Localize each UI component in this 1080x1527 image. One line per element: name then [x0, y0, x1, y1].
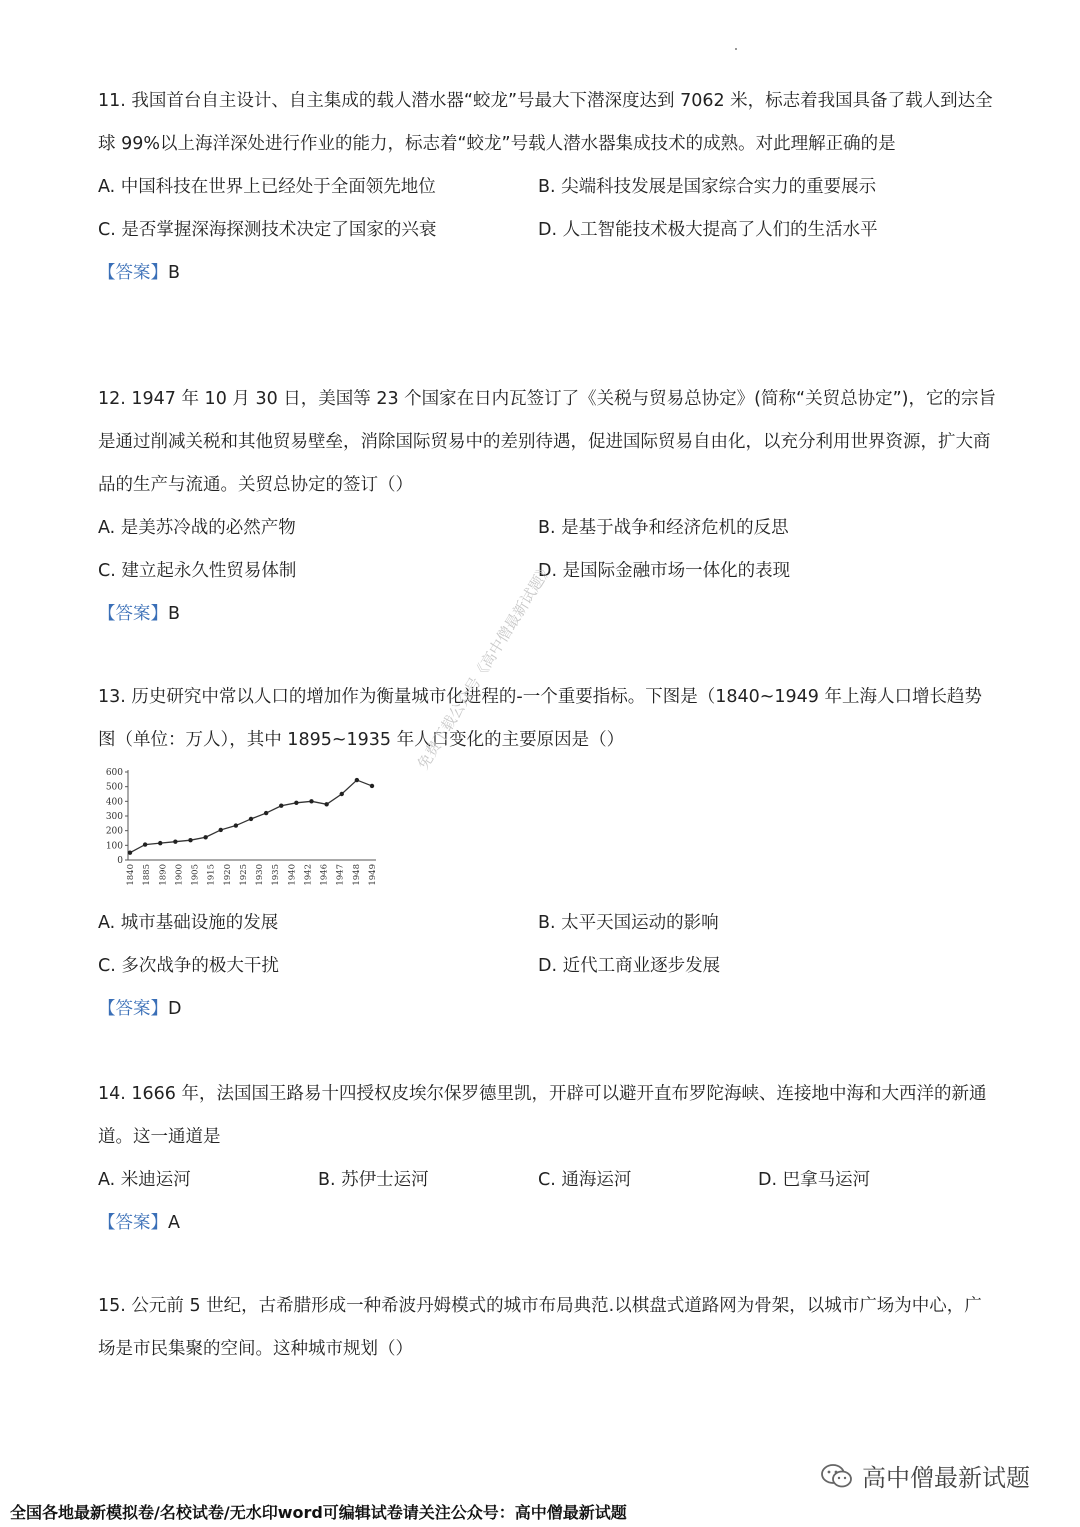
option-d: D. 人工智能技术极大提高了人们的生活水平 — [538, 220, 878, 240]
data-point — [279, 804, 283, 808]
x-tick-label: 1942 — [303, 864, 314, 886]
option-c: C. 建立起永久性贸易体制 — [98, 561, 297, 581]
footer-note: 全国各地最新模拟卷/名校试卷/无水印word可编辑试卷请关注公众号：高中僧最新试题 — [10, 1503, 627, 1522]
data-point — [173, 839, 177, 843]
x-tick-label: 1920 — [222, 864, 233, 886]
option-d: D. 巴拿马运河 — [758, 1170, 871, 1190]
y-tick-label: 400 — [105, 797, 123, 808]
x-tick-label: 1946 — [319, 864, 330, 886]
data-point — [355, 778, 359, 782]
answer-value: D — [168, 999, 182, 1019]
data-point — [158, 841, 162, 845]
data-point — [309, 799, 313, 803]
data-point — [188, 838, 192, 842]
question-stem: 11. 我国首台自主设计、自主集成的载人潜水器“蛟龙”号最大下潜深度达到 7062 米，标志着我国具备了载人到达全球 99%以上海洋深处进行作业的能力，标志着“蛟龙”号载人潜水器集成技术的成熟。对此理解正确的是 — [98, 91, 993, 154]
y-tick-label: 300 — [105, 812, 123, 822]
question-stem: 15. 公元前 5 世纪，古希腊形成一种希波丹姆模式的城市布局典范.以棋盘式道路网为骨架，以城市广场为中心，广场是市民集聚的空间。这种城市规划（） — [98, 1296, 982, 1359]
data-point — [340, 792, 344, 796]
data-point — [234, 823, 238, 827]
question-15 — [98, 1285, 998, 1371]
y-tick-label: 500 — [105, 782, 123, 793]
x-tick-label: 1935 — [271, 864, 282, 886]
data-point — [264, 811, 268, 815]
option-b: B. 太平天国运动的影响 — [538, 913, 719, 933]
data-point — [294, 801, 298, 805]
x-tick-label: 1948 — [351, 864, 362, 886]
y-tick-label: 200 — [105, 826, 123, 837]
y-tick-label: 100 — [105, 841, 123, 852]
watermark: 免费下载公众号《高中僧最新试题》 — [413, 559, 557, 773]
answer-value: A — [168, 1213, 180, 1233]
x-tick-label: 1940 — [287, 864, 298, 886]
y-tick-label: 0 — [117, 856, 123, 866]
data-point — [128, 850, 132, 854]
option-b: B. 是基于战争和经济危机的反思 — [538, 518, 789, 538]
answer-line — [98, 1202, 998, 1245]
answer-line — [98, 988, 998, 1031]
brand-mark — [820, 1458, 1030, 1493]
wechat-icon — [820, 1462, 854, 1490]
option-a: A. 城市基础设施的发展 — [98, 913, 279, 933]
x-tick-label: 1949 — [368, 864, 378, 886]
option-c: C. 通海运河 — [538, 1170, 632, 1190]
population-chart — [100, 764, 390, 896]
x-tick-label: 1840 — [126, 864, 136, 886]
question-12 — [98, 378, 998, 636]
y-tick-label: 600 — [105, 768, 123, 778]
options-row — [98, 507, 998, 550]
x-tick-label: 1947 — [335, 864, 346, 886]
option-b: B. 苏伊士运河 — [318, 1170, 429, 1190]
option-d: D. 是国际金融市场一体化的表现 — [538, 561, 791, 581]
x-tick-label: 1925 — [238, 864, 249, 886]
answer-value: B — [168, 263, 181, 283]
option-c: C. 是否掌握深海探测技术决定了国家的兴衰 — [98, 220, 437, 240]
option-a: A. 米迪运河 — [98, 1170, 191, 1190]
options-row — [98, 902, 998, 945]
question-stem: 14. 1666 年，法国国王路易十四授权皮埃尔保罗德里凯，开辟可以避开直布罗陀海峡、连接地中海和大西洋的新通道。这一通道是 — [98, 1084, 987, 1147]
answer-tag: 【答案】 — [98, 604, 168, 624]
x-tick-label: 1930 — [255, 864, 266, 886]
option-b: B. 尖端科技发展是国家综合实力的重要展示 — [538, 177, 877, 197]
x-tick-label: 1905 — [190, 864, 201, 886]
x-tick-label: 1900 — [174, 864, 185, 886]
options-row — [98, 166, 998, 209]
options-row — [98, 945, 998, 988]
option-a: A. 中国科技在世界上已经处于全面领先地位 — [98, 177, 436, 197]
x-tick-label: 1890 — [158, 864, 169, 886]
answer-line — [98, 593, 998, 636]
data-point — [324, 802, 328, 806]
question-stem: 12. 1947 年 10 月 30 日，美国等 23 个国家在日内瓦签订了《关税与贸易总协定》(简称“关贸总协定”)，它的宗旨是通过削减关税和其他贸易壁垒，消除国际贸易中的差别待遇，促进国际贸易自由化，以充分利用世界资源，扩大商品的生产与流通。关贸总协定的签订（） — [98, 389, 996, 495]
options-row — [98, 209, 998, 252]
x-tick-label: 1915 — [206, 864, 217, 886]
data-point — [203, 835, 207, 839]
answer-tag: 【答案】 — [98, 263, 168, 283]
stray-dot — [735, 48, 737, 50]
series-line — [130, 780, 372, 853]
answer-tag: 【答案】 — [98, 999, 168, 1019]
data-point — [143, 842, 147, 846]
question-11 — [98, 80, 998, 295]
brand-name: 高中僧最新试题 — [862, 1464, 1030, 1492]
option-c: C. 多次战争的极大干扰 — [98, 956, 279, 976]
answer-value: B — [168, 604, 181, 624]
data-point — [219, 828, 223, 832]
answer-line — [98, 252, 998, 295]
question-14 — [98, 1073, 998, 1245]
option-a: A. 是美苏冷战的必然产物 — [98, 518, 296, 538]
answer-tag: 【答案】 — [98, 1213, 168, 1233]
x-tick-label: 1885 — [142, 864, 153, 886]
option-d: D. 近代工商业逐步发展 — [538, 956, 721, 976]
data-point — [249, 817, 253, 821]
options-row — [98, 1159, 998, 1202]
data-point — [370, 784, 374, 788]
question-stem: 13. 历史研究中常以人口的增加作为衡量城市化进程的-一个重要指标。下图是（1840~1949 年上海人口增长趋势图（单位：万人），其中 1895~1935 年人口变化的主要原因是（） — [98, 687, 983, 750]
